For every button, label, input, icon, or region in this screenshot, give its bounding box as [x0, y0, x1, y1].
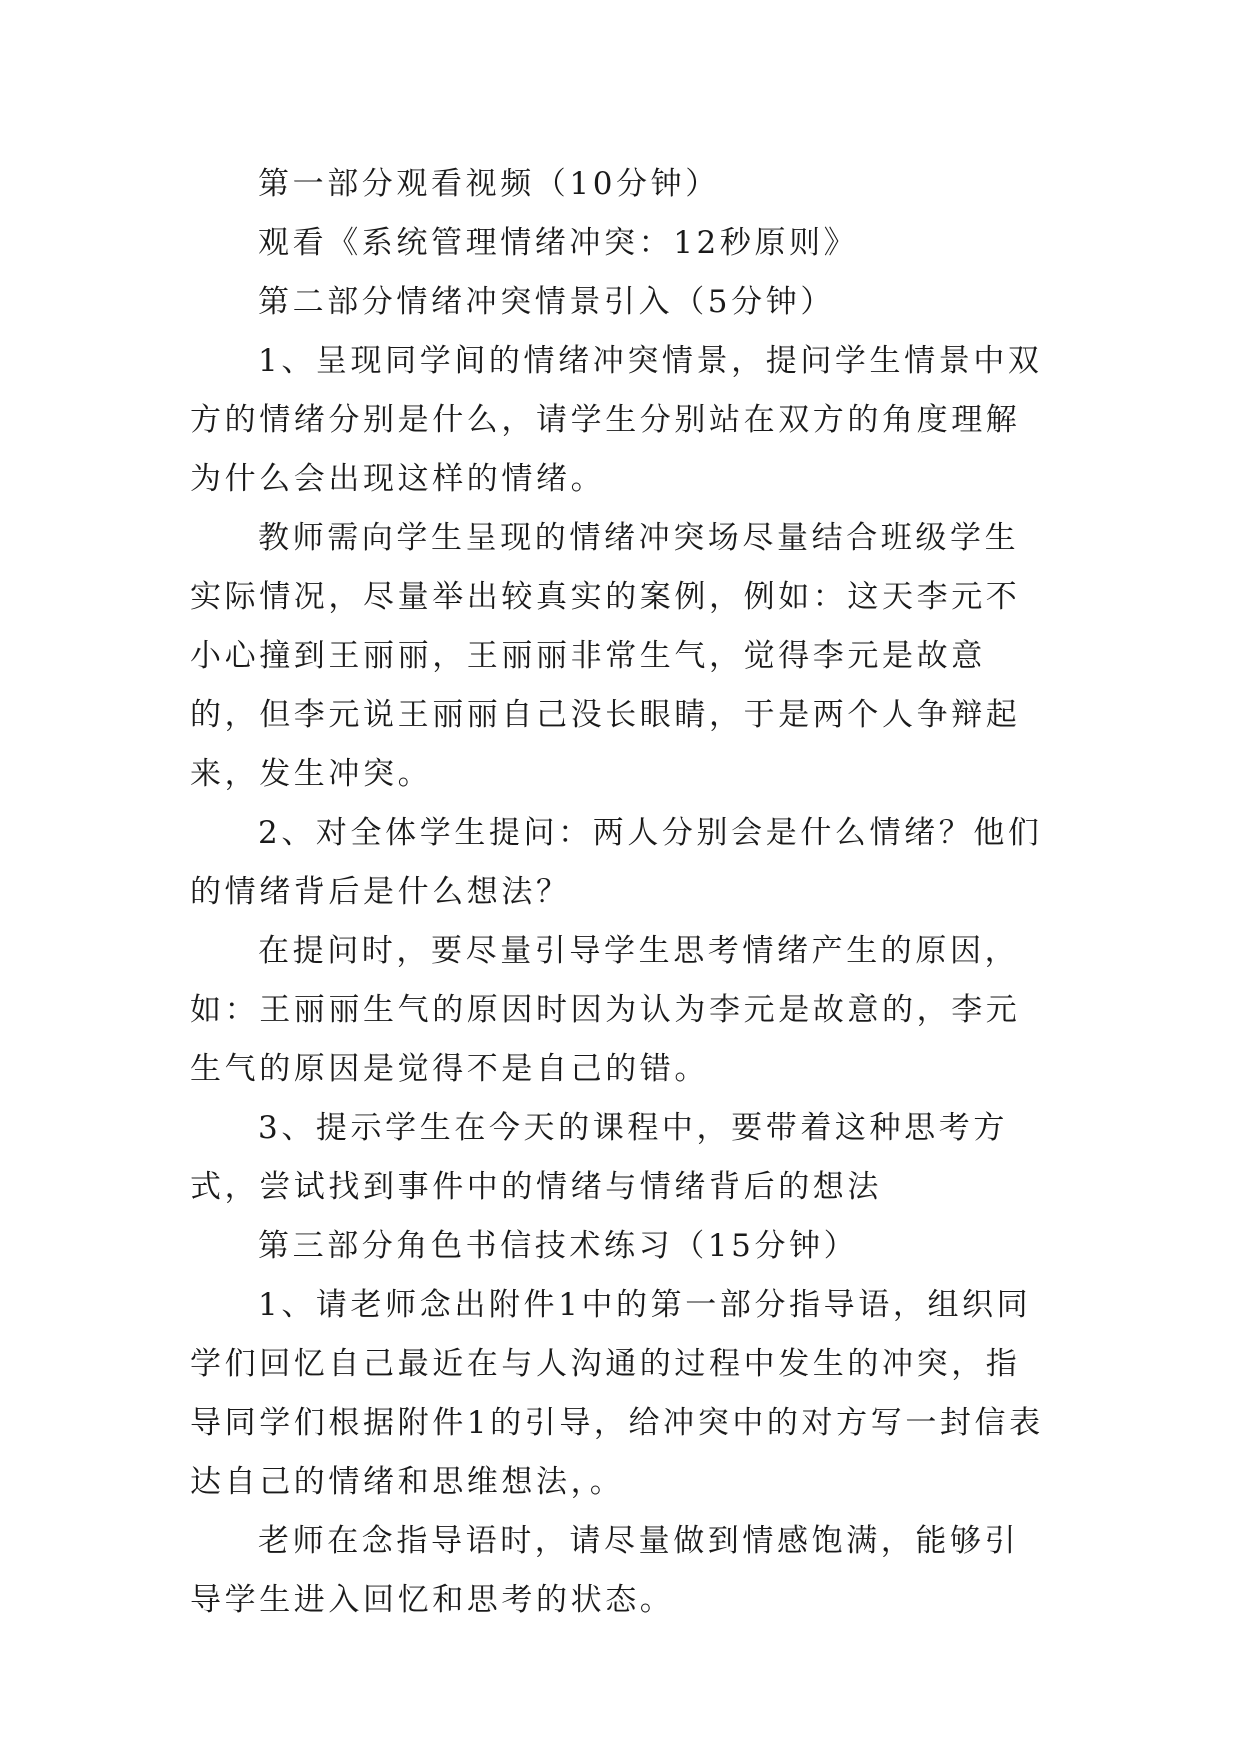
section-heading-2: 第二部分情绪冲突情景引入（5分钟）: [258, 284, 835, 320]
section-heading-1: 第一部分观看视频（10分钟）: [258, 166, 720, 202]
paragraph-step-2: 2、对全体学生提问：两人分别会是什么情绪？他们的情绪背后是什么想法？: [190, 815, 1043, 910]
paragraph-example: 教师需向学生呈现的情绪冲突场尽量结合班级学生实际情况，尽量举出较真实的案例，例如：这天李元不小心撞到王丽丽，王丽丽非常生气，觉得李元是故意的，但李元说王丽丽自己没长眼睛，于是两个人争辩起来，发生冲突。: [190, 520, 1021, 792]
video-title-line: 观看《系统管理情绪冲突：12秒原则》: [258, 225, 859, 261]
document-body: [190, 155, 1050, 1630]
section-heading-3: 第三部分角色书信技术练习（15分钟）: [258, 1228, 859, 1264]
paragraph-teacher-note: 老师在念指导语时，请尽量做到情感饱满，能够引导学生进入回忆和思考的状态。: [190, 1523, 1020, 1618]
paragraph-guidance: 在提问时，要尽量引导学生思考情绪产生的原因，如：王丽丽生气的原因时因为认为李元是故意的，李元生气的原因是觉得不是自己的错。: [190, 933, 1021, 1087]
paragraph-step-1: 1、呈现同学间的情绪冲突情景，提问学生情景中双方的情绪分别是什么，请学生分别站在双方的角度理解为什么会出现这样的情绪。: [190, 343, 1043, 497]
paragraph-step-3: 3、提示学生在今天的课程中，要带着这种思考方式，尝试找到事件中的情绪与情绪背后的想法: [190, 1110, 1008, 1205]
paragraph-letter-step-1: 1、请老师念出附件1中的第一部分指导语，组织同学们回忆自己最近在与人沟通的过程中发生的冲突，指导同学们根据附件1的引导，给冲突中的对方写一封信表达自己的情绪和思维想法，。: [190, 1287, 1044, 1500]
